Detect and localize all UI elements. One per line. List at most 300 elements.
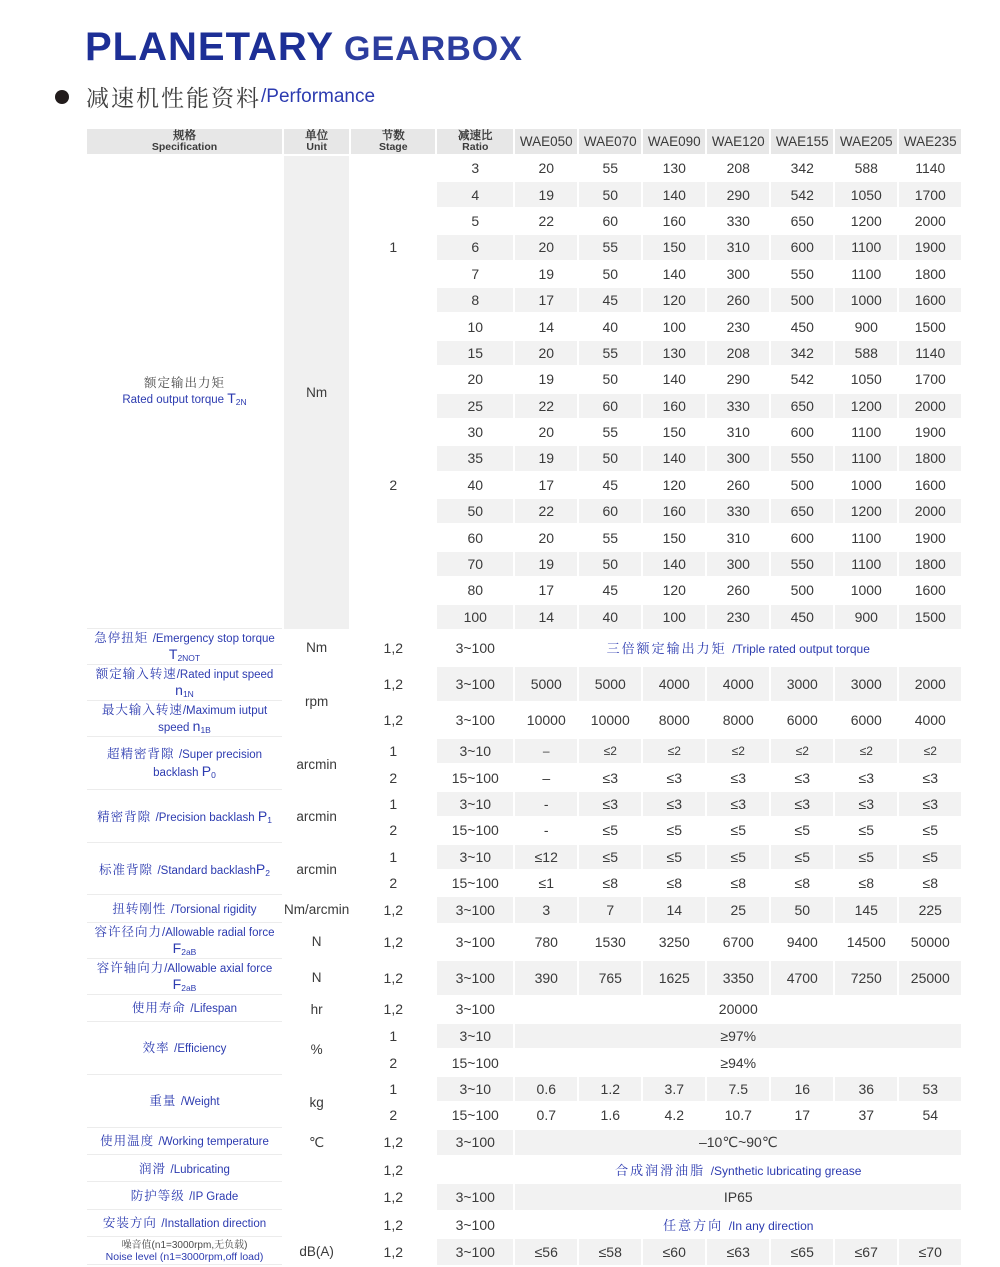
value-cell: 130	[643, 341, 705, 365]
ratio-cell: 50	[437, 499, 513, 523]
value-cell: 588	[835, 341, 897, 365]
unit-cell: ℃	[284, 1130, 349, 1155]
stage-cell: 2	[351, 765, 435, 789]
value-cell: 20	[515, 235, 577, 259]
value-cell: 140	[643, 182, 705, 206]
value-cell: 4000	[707, 667, 769, 701]
ratio-cell: 3~100	[437, 1212, 513, 1237]
unit-cell: %	[284, 1024, 349, 1075]
value-cell: ≤5	[771, 818, 833, 842]
value-cell: 2000	[899, 499, 961, 523]
value-cell: 150	[643, 525, 705, 549]
ratio-cell: 3~10	[437, 792, 513, 816]
value-cell: 50	[579, 367, 641, 391]
unit-cell	[284, 1184, 349, 1209]
value-cell: 650	[771, 209, 833, 233]
value-cell: 3	[515, 897, 577, 922]
value-cell: 10000	[579, 703, 641, 737]
ratio-cell: 60	[437, 525, 513, 549]
value-cell: 8000	[707, 703, 769, 737]
value-cell: 1900	[899, 235, 961, 259]
value-cell: 3000	[835, 667, 897, 701]
value-cell: 1140	[899, 156, 961, 180]
value-cell: 450	[771, 314, 833, 338]
ratio-cell: 3	[437, 156, 513, 180]
span-cell: 合成润滑油脂 /Synthetic lubricating grease	[515, 1157, 961, 1182]
stage-cell: 1,2	[351, 1239, 435, 1264]
value-cell: 14500	[835, 925, 897, 959]
value-cell: 22	[515, 499, 577, 523]
value-cell: ≤3	[835, 792, 897, 816]
value-cell: ≤2	[835, 739, 897, 763]
spec-label-cell: 额定输出力矩 Rated output torque $T_{2N}$	[87, 156, 282, 629]
value-cell: 50000	[899, 925, 961, 959]
value-cell: 10.7	[707, 1103, 769, 1127]
stage-cell: 1,2	[351, 961, 435, 995]
value-cell: 3.7	[643, 1077, 705, 1101]
value-cell: 1100	[835, 420, 897, 444]
value-cell: 300	[707, 446, 769, 470]
ratio-cell: 30	[437, 420, 513, 444]
value-cell: 16	[771, 1077, 833, 1101]
stage-cell: 1,2	[351, 897, 435, 922]
value-cell: -	[515, 792, 577, 816]
value-cell: 120	[643, 578, 705, 602]
value-cell: 19	[515, 446, 577, 470]
value-cell: 19	[515, 262, 577, 286]
value-cell: 60	[579, 499, 641, 523]
value-cell: 1050	[835, 182, 897, 206]
value-cell: 1100	[835, 525, 897, 549]
value-cell: 14	[515, 314, 577, 338]
unit-cell: N	[284, 961, 349, 995]
value-cell: ≤3	[899, 765, 961, 789]
column-header-model: WAE120	[707, 129, 769, 154]
value-cell: 208	[707, 156, 769, 180]
value-cell: ≤12	[515, 845, 577, 869]
value-cell: 55	[579, 235, 641, 259]
value-cell: 100	[643, 605, 705, 629]
value-cell: 550	[771, 446, 833, 470]
value-cell: 4700	[771, 961, 833, 995]
value-cell: 50	[771, 897, 833, 922]
value-cell: ≤8	[771, 871, 833, 895]
value-cell: 14	[515, 605, 577, 629]
value-cell: 330	[707, 499, 769, 523]
spec-label-cell: 额定输入转速/Rated input speed $n_{1N}$	[87, 667, 282, 701]
value-cell: 5000	[579, 667, 641, 701]
span-cell: 20000	[515, 997, 961, 1022]
value-cell: 55	[579, 156, 641, 180]
value-cell: 22	[515, 209, 577, 233]
value-cell: ≤3	[771, 792, 833, 816]
spec-label-cell: 噪音值(n1=3000rpm,无负载) Noise level (n1=3000rpm,off load)	[87, 1239, 282, 1264]
ratio-cell: 3~10	[437, 1024, 513, 1048]
value-cell: ≤5	[643, 818, 705, 842]
value-cell: 260	[707, 288, 769, 312]
stage-cell: 1,2	[351, 703, 435, 737]
spec-label-cell: 重量 /Weight	[87, 1077, 282, 1128]
value-cell: 550	[771, 262, 833, 286]
value-cell: ≤3	[771, 765, 833, 789]
unit-cell: Nm	[284, 156, 349, 629]
value-cell: 330	[707, 209, 769, 233]
value-cell: 1100	[835, 446, 897, 470]
value-cell: 40	[579, 605, 641, 629]
stage-cell: 1	[351, 156, 435, 339]
stage-cell: 1,2	[351, 1157, 435, 1182]
ratio-cell: 40	[437, 473, 513, 497]
value-cell: 10000	[515, 703, 577, 737]
ratio-cell: 10	[437, 314, 513, 338]
value-cell: 1800	[899, 262, 961, 286]
value-cell: 230	[707, 605, 769, 629]
value-cell: 1100	[835, 262, 897, 286]
value-cell: 20	[515, 420, 577, 444]
value-cell: 300	[707, 262, 769, 286]
value-cell: ≤3	[579, 765, 641, 789]
value-cell: 40	[579, 314, 641, 338]
title-planetary: PLANETARY	[85, 25, 334, 69]
value-cell: 1.6	[579, 1103, 641, 1127]
value-cell: 1800	[899, 446, 961, 470]
value-cell: 140	[643, 446, 705, 470]
value-cell: 145	[835, 897, 897, 922]
value-cell: 8000	[643, 703, 705, 737]
ratio-cell: 15~100	[437, 871, 513, 895]
bullet-icon	[55, 90, 69, 104]
value-cell: 300	[707, 552, 769, 576]
column-header-unit: 单位 Unit	[284, 129, 349, 154]
spec-label-cell: 最大输入转速/Maximum iutput speed $n_{1B}$	[87, 703, 282, 737]
value-cell: 140	[643, 552, 705, 576]
ratio-cell: 3~100	[437, 667, 513, 701]
stage-cell: 2	[351, 871, 435, 895]
value-cell: ≤3	[643, 792, 705, 816]
value-cell: ≤3	[899, 792, 961, 816]
value-cell: 6000	[771, 703, 833, 737]
section-heading	[55, 80, 1000, 113]
span-cell: ≥97%	[515, 1024, 961, 1048]
value-cell: 1900	[899, 525, 961, 549]
value-cell: 17	[515, 288, 577, 312]
value-cell: ≤2	[579, 739, 641, 763]
value-cell: ≤5	[771, 845, 833, 869]
value-cell: ≤5	[835, 845, 897, 869]
value-cell: ≤5	[899, 818, 961, 842]
value-cell: 1200	[835, 209, 897, 233]
value-cell: 160	[643, 499, 705, 523]
value-cell: ≤5	[579, 818, 641, 842]
value-cell: 650	[771, 499, 833, 523]
value-cell: 1500	[899, 314, 961, 338]
spec-label-cell: 精密背隙 /Precision backlash $P_1$	[87, 792, 282, 843]
value-cell: –	[515, 765, 577, 789]
column-header-model: WAE070	[579, 129, 641, 154]
value-cell: 17	[771, 1103, 833, 1127]
value-cell: 1000	[835, 578, 897, 602]
ratio-cell: 20	[437, 367, 513, 391]
ratio-cell	[437, 1157, 513, 1182]
value-cell: 1600	[899, 578, 961, 602]
column-header-spec: 规格 Specification	[87, 129, 282, 154]
value-cell: 1800	[899, 552, 961, 576]
value-cell: 450	[771, 605, 833, 629]
value-cell: 20	[515, 341, 577, 365]
stage-cell: 1	[351, 1024, 435, 1048]
value-cell: 22	[515, 394, 577, 418]
value-cell: 36	[835, 1077, 897, 1101]
value-cell: 9400	[771, 925, 833, 959]
value-cell: 6700	[707, 925, 769, 959]
value-cell: 55	[579, 341, 641, 365]
value-cell: ≤8	[835, 871, 897, 895]
value-cell: 1050	[835, 367, 897, 391]
stage-cell: 1,2	[351, 1184, 435, 1209]
value-cell: 1140	[899, 341, 961, 365]
unit-cell: N	[284, 925, 349, 959]
value-cell: ≤8	[643, 871, 705, 895]
stage-cell: 1,2	[351, 631, 435, 665]
value-cell: 0.7	[515, 1103, 577, 1127]
value-cell: 45	[579, 473, 641, 497]
value-cell: ≤1	[515, 871, 577, 895]
span-cell: 三倍额定输出力矩 /Triple rated output torque	[515, 631, 961, 665]
unit-cell: hr	[284, 997, 349, 1022]
column-header-model: WAE090	[643, 129, 705, 154]
stage-cell: 2	[351, 818, 435, 842]
value-cell: 25000	[899, 961, 961, 995]
value-cell: 342	[771, 341, 833, 365]
value-cell: 3250	[643, 925, 705, 959]
stage-cell: 1,2	[351, 997, 435, 1022]
value-cell: 1530	[579, 925, 641, 959]
unit-cell: Nm	[284, 631, 349, 665]
value-cell: 7	[579, 897, 641, 922]
spec-label-cell: 标准背隙 /Standard backlashP$_2$	[87, 845, 282, 896]
value-cell: 150	[643, 235, 705, 259]
value-cell: ≤5	[707, 845, 769, 869]
stage-cell: 1,2	[351, 1130, 435, 1155]
stage-cell: 1,2	[351, 667, 435, 701]
value-cell: 1500	[899, 605, 961, 629]
stage-cell: 1	[351, 1077, 435, 1101]
ratio-cell: 25	[437, 394, 513, 418]
value-cell: 765	[579, 961, 641, 995]
value-cell: 60	[579, 209, 641, 233]
unit-cell: kg	[284, 1077, 349, 1128]
spec-label-cell: 防护等级 /IP Grade	[87, 1184, 282, 1209]
value-cell: 45	[579, 288, 641, 312]
value-cell: 50	[579, 182, 641, 206]
value-cell: 50	[579, 446, 641, 470]
spec-label-cell: 使用寿命 /Lifespan	[87, 997, 282, 1022]
value-cell: ≤67	[835, 1239, 897, 1264]
value-cell: 542	[771, 182, 833, 206]
value-cell: 100	[643, 314, 705, 338]
value-cell: 310	[707, 525, 769, 549]
stage-cell: 2	[351, 341, 435, 629]
ratio-cell: 3~100	[437, 925, 513, 959]
table-header	[87, 129, 961, 154]
title-gearbox: GEARBOX	[344, 30, 523, 68]
value-cell: ≤65	[771, 1239, 833, 1264]
ratio-cell: 100	[437, 605, 513, 629]
ratio-cell: 8	[437, 288, 513, 312]
value-cell: 390	[515, 961, 577, 995]
ratio-cell: 3~10	[437, 1077, 513, 1101]
value-cell: ≤8	[579, 871, 641, 895]
stage-cell: 1	[351, 739, 435, 763]
value-cell: 140	[643, 262, 705, 286]
ratio-cell: 15~100	[437, 1050, 513, 1074]
column-header-stage: 节数 Stage	[351, 129, 435, 154]
value-cell: 1.2	[579, 1077, 641, 1101]
ratio-cell: 7	[437, 262, 513, 286]
spec-label-cell: 效率 /Efficiency	[87, 1024, 282, 1075]
value-cell: 55	[579, 420, 641, 444]
spec-label-cell: 超精密背隙 /Super precision backlash $P_0$	[87, 739, 282, 790]
value-cell: 14	[643, 897, 705, 922]
value-cell: 290	[707, 367, 769, 391]
unit-cell: arcmin	[284, 739, 349, 790]
value-cell: 4000	[643, 667, 705, 701]
value-cell: -	[515, 818, 577, 842]
value-cell: 5000	[515, 667, 577, 701]
unit-cell: Nm/arcmin	[284, 897, 349, 922]
value-cell: 17	[515, 473, 577, 497]
value-cell: 1100	[835, 235, 897, 259]
value-cell: 19	[515, 367, 577, 391]
value-cell: ≤3	[835, 765, 897, 789]
value-cell: 50	[579, 552, 641, 576]
value-cell: 3350	[707, 961, 769, 995]
value-cell: ≤5	[899, 845, 961, 869]
value-cell: 150	[643, 420, 705, 444]
unit-cell: arcmin	[284, 845, 349, 896]
value-cell: 2000	[899, 667, 961, 701]
span-cell: 任意方向 /In any direction	[515, 1212, 961, 1237]
column-header-model: WAE205	[835, 129, 897, 154]
spec-label-cell: 使用温度 /Working temperature	[87, 1130, 282, 1155]
value-cell: 1000	[835, 288, 897, 312]
ratio-cell: 15	[437, 341, 513, 365]
unit-cell	[284, 1157, 349, 1182]
value-cell: 500	[771, 473, 833, 497]
value-cell: 900	[835, 314, 897, 338]
value-cell: ≤3	[707, 765, 769, 789]
ratio-cell: 15~100	[437, 818, 513, 842]
value-cell: ≤2	[899, 739, 961, 763]
value-cell: 140	[643, 367, 705, 391]
value-cell: 330	[707, 394, 769, 418]
value-cell: 37	[835, 1103, 897, 1127]
ratio-cell: 80	[437, 578, 513, 602]
value-cell: 208	[707, 341, 769, 365]
ratio-cell: 15~100	[437, 1103, 513, 1127]
value-cell: 120	[643, 473, 705, 497]
value-cell: 600	[771, 525, 833, 549]
ratio-cell: 5	[437, 209, 513, 233]
value-cell: 900	[835, 605, 897, 629]
value-cell: ≤5	[579, 845, 641, 869]
spec-label-cell: 扭转刚性 /Torsional rigidity	[87, 897, 282, 922]
ratio-cell: 35	[437, 446, 513, 470]
value-cell: 1200	[835, 394, 897, 418]
value-cell: 260	[707, 578, 769, 602]
value-cell: ≤8	[707, 871, 769, 895]
column-header-model: WAE155	[771, 129, 833, 154]
spec-label-cell: 容许轴向力/Allowable axial force $F_{2aB}$	[87, 961, 282, 995]
value-cell: 7250	[835, 961, 897, 995]
value-cell: 550	[771, 552, 833, 576]
stage-cell: 1	[351, 792, 435, 816]
ratio-cell: 4	[437, 182, 513, 206]
value-cell: ≤5	[707, 818, 769, 842]
value-cell: ≤5	[643, 845, 705, 869]
stage-cell: 2	[351, 1103, 435, 1127]
value-cell: 310	[707, 420, 769, 444]
stage-cell: 1,2	[351, 925, 435, 959]
value-cell: 342	[771, 156, 833, 180]
value-cell: ≤60	[643, 1239, 705, 1264]
value-cell: ≤3	[707, 792, 769, 816]
spec-label-cell: 润滑 /Lubricating	[87, 1157, 282, 1182]
value-cell: ≤2	[771, 739, 833, 763]
column-header-ratio: 减速比 Ratio	[437, 129, 513, 154]
value-cell: 60	[579, 394, 641, 418]
stage-cell: 1	[351, 845, 435, 869]
value-cell: 19	[515, 182, 577, 206]
value-cell: 1000	[835, 473, 897, 497]
ratio-cell: 6	[437, 235, 513, 259]
span-cell: –10℃~90℃	[515, 1130, 961, 1155]
table-body	[87, 156, 961, 1265]
value-cell: 500	[771, 288, 833, 312]
ratio-cell: 3~100	[437, 961, 513, 995]
value-cell: 120	[643, 288, 705, 312]
performance-table	[85, 127, 963, 1267]
value-cell: 1600	[899, 288, 961, 312]
value-cell: ≤63	[707, 1239, 769, 1264]
value-cell: 588	[835, 156, 897, 180]
value-cell: 1900	[899, 420, 961, 444]
ratio-cell: 3~100	[437, 1239, 513, 1264]
value-cell: 54	[899, 1103, 961, 1127]
value-cell: ≤3	[643, 765, 705, 789]
value-cell: 160	[643, 394, 705, 418]
value-cell: 20	[515, 525, 577, 549]
value-cell: 600	[771, 420, 833, 444]
column-header-model: WAE235	[899, 129, 961, 154]
ratio-cell: 70	[437, 552, 513, 576]
value-cell: 1600	[899, 473, 961, 497]
value-cell: 1100	[835, 552, 897, 576]
value-cell: 45	[579, 578, 641, 602]
value-cell: 3000	[771, 667, 833, 701]
value-cell: ≤5	[835, 818, 897, 842]
value-cell: 1700	[899, 367, 961, 391]
value-cell: 542	[771, 367, 833, 391]
value-cell: 6000	[835, 703, 897, 737]
unit-cell	[284, 1212, 349, 1237]
value-cell: 2000	[899, 394, 961, 418]
value-cell: 160	[643, 209, 705, 233]
value-cell: 600	[771, 235, 833, 259]
value-cell: 2000	[899, 209, 961, 233]
value-cell: 130	[643, 156, 705, 180]
span-cell: ≥94%	[515, 1050, 961, 1074]
